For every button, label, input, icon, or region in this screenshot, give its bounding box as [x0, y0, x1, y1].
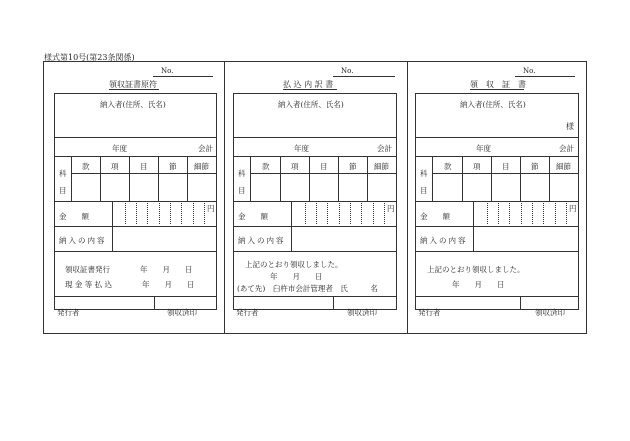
panel-receipt-stub [43, 61, 224, 334]
yen-label: 円 [207, 204, 215, 213]
receipt-number-label: No. [523, 67, 536, 75]
receipt-number-label: No. [341, 67, 354, 75]
col-kou: 項 [473, 162, 481, 171]
panel-payment-breakdown [225, 61, 407, 334]
kamoku-label-1: 科 [238, 169, 246, 178]
title-underline [470, 89, 524, 90]
panel-receipt [408, 61, 587, 334]
kamoku-label-1: 科 [59, 169, 67, 178]
issued-date-line: 領収証書発行 年 月 日 [65, 265, 193, 274]
panel-title: 払 込 内 訳 書 [283, 80, 334, 89]
panel-title: 領 収 証 書 [470, 80, 526, 89]
payer-label: 納入者(住所、氏名) [100, 100, 166, 109]
col-moku: 目 [502, 162, 510, 171]
fiscal-year-label: 年度 [294, 144, 309, 153]
account-label: 会計 [198, 144, 213, 153]
col-kan: 款 [82, 162, 90, 171]
content-label: 納入の内容 [420, 236, 468, 245]
kamoku-label-2: 目 [420, 186, 428, 195]
account-label: 会計 [559, 144, 574, 153]
kamoku-label-2: 目 [238, 186, 246, 195]
payer-label: 納入者(住所、氏名) [460, 100, 526, 109]
received-stamp-label: 領収済印 [347, 308, 377, 317]
col-kan: 款 [444, 162, 452, 171]
form-number-label: 様式第10号(第23条関係) [44, 53, 135, 62]
col-kan: 款 [262, 162, 270, 171]
col-setsu: 節 [531, 162, 539, 171]
receipt-number-line [515, 76, 575, 77]
issuer-label: 発行者 [57, 308, 80, 317]
title-underline [109, 89, 159, 90]
kamoku-label-1: 科 [420, 169, 428, 178]
receipt-number-line [153, 76, 213, 77]
issuer-label: 発行者 [418, 308, 441, 317]
col-kou: 項 [111, 162, 119, 171]
received-statement: 上記のとおり領収しました。 [245, 260, 343, 269]
addressee-line: (あて先) 臼杵市会計管理者 氏 名 [237, 284, 378, 293]
receipt-number-label: No. [161, 67, 174, 75]
received-statement: 上記のとおり領収しました。 [427, 265, 525, 274]
yen-label: 円 [387, 204, 395, 213]
col-setsu: 節 [169, 162, 177, 171]
panel-title: 領収証書原符 [109, 80, 157, 89]
receipt-number-line [333, 76, 395, 77]
amount-label: 金 額 [420, 212, 450, 221]
col-saisetsu: 細節 [374, 162, 389, 171]
amount-label: 金 額 [59, 212, 89, 221]
paid-date-line: 現 金 等 払 込 年 月 日 [65, 280, 195, 289]
sama-label: 様 [566, 122, 574, 131]
payer-label: 納入者(住所、氏名) [278, 100, 344, 109]
received-stamp-label: 領収済印 [535, 308, 565, 317]
issuer-label: 発行者 [236, 308, 259, 317]
account-label: 会計 [377, 144, 392, 153]
fiscal-year-label: 年度 [476, 144, 491, 153]
content-label: 納入の内容 [238, 236, 286, 245]
received-date: 年 月 日 [452, 280, 505, 289]
fiscal-year-label: 年度 [112, 144, 127, 153]
col-saisetsu: 細節 [556, 162, 571, 171]
col-moku: 目 [320, 162, 328, 171]
col-setsu: 節 [349, 162, 357, 171]
received-date: 年 月 日 [270, 272, 323, 281]
kamoku-label-2: 目 [59, 186, 67, 195]
received-stamp-label: 領収済印 [167, 308, 197, 317]
yen-label: 円 [569, 204, 577, 213]
content-label: 納入の内容 [59, 236, 107, 245]
amount-label: 金 額 [238, 212, 268, 221]
col-moku: 目 [140, 162, 148, 171]
title-underline [283, 89, 337, 90]
col-kou: 項 [291, 162, 299, 171]
col-saisetsu: 細節 [194, 162, 209, 171]
